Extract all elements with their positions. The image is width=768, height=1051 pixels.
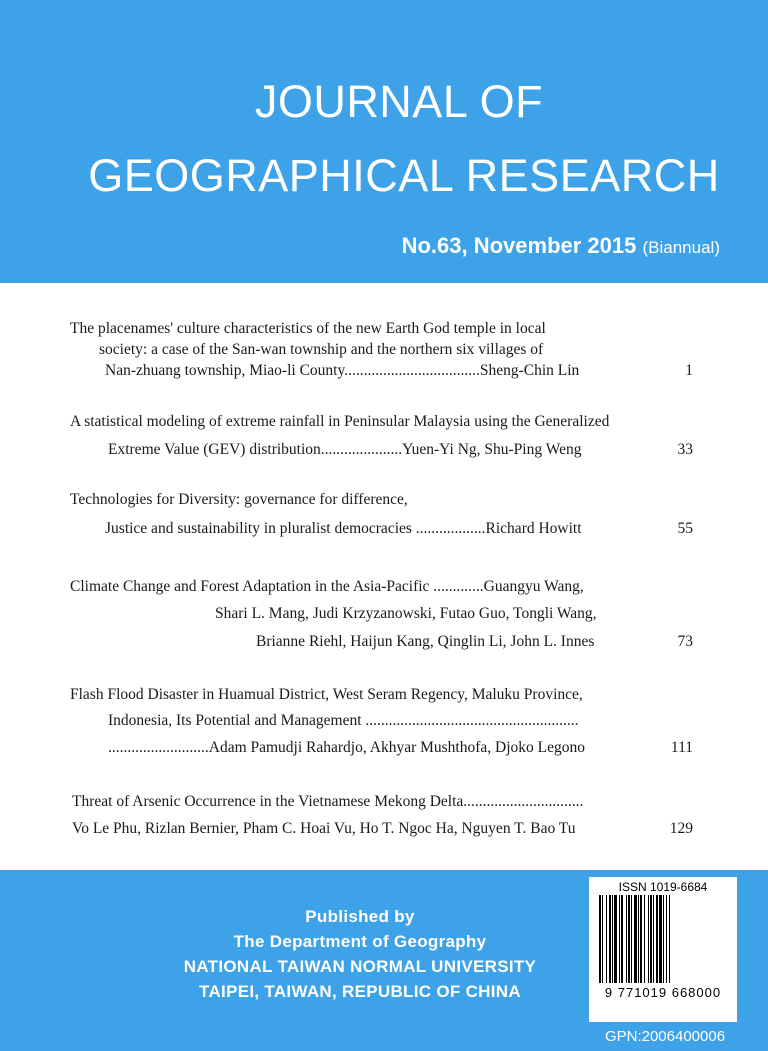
toc-entry-6-line-1: Threat of Arsenic Occurrence in the Vietnamese Mekong Delta...............................	[72, 793, 584, 810]
toc-entry-3-line-2: Justice and sustainability in pluralist democracies ..................Richard Howitt	[105, 520, 582, 537]
toc-entry-1-page: 1	[685, 362, 693, 379]
toc-entry-1-line-2: society: a case of the San-wan township and the northern six villages of	[99, 341, 544, 358]
table-of-contents	[0, 283, 768, 870]
toc-entry-5-line-2: Indonesia, Its Potential and Management .......................................................	[108, 712, 579, 729]
toc-entry-4-line-1: Climate Change and Forest Adaptation in the Asia-Pacific .............Guangyu Wang,	[70, 578, 584, 595]
toc-entry-6-page: 129	[669, 820, 693, 837]
toc-entry-1-line-3: Nan-zhuang township, Miao-li County...................................Sheng-Chin Lin	[105, 362, 580, 379]
toc-entry-4-page: 73	[677, 633, 693, 650]
toc-entry-2-line-1: A statistical modeling of extreme rainfall in Peninsular Malaysia using the Generalized	[70, 413, 610, 430]
issn-label: ISSN 1019-6684	[618, 880, 708, 894]
published-by: Published by	[305, 907, 415, 926]
journal-title-line2: GEOGRAPHICAL RESEARCH	[88, 150, 720, 201]
issue-frequency: (Biannual)	[642, 238, 720, 257]
publisher-location: TAIPEI, TAIWAN, REPUBLIC OF CHINA	[199, 982, 521, 1001]
header-band	[0, 0, 768, 283]
toc-entry-3-line-1: Technologies for Diversity: governance for difference,	[70, 491, 408, 508]
toc-entry-3-page: 55	[677, 520, 693, 537]
toc-entry-2-line-2: Extreme Value (GEV) distribution.....................Yuen-Yi Ng, Shu-Ping Weng	[108, 441, 582, 458]
toc-entry-5-line-1: Flash Flood Disaster in Huamual District, West Seram Regency, Maluku Province,	[70, 686, 583, 703]
issue-info	[402, 233, 720, 259]
toc-entry-4-line-2: Shari L. Mang, Judi Krzyzanowski, Futao Guo, Tongli Wang,	[215, 605, 597, 622]
toc-entry-1-line-1: The placenames' culture characteristics of the new Earth God temple in local	[70, 320, 546, 337]
issue-number: No.63, November 2015	[401, 233, 637, 258]
journal-title-line1: JOURNAL OF	[254, 76, 544, 127]
toc-entry-5-page: 111	[670, 739, 693, 756]
gpn-label: GPN:2006400006	[604, 1028, 726, 1045]
publisher-university: NATIONAL TAIWAN NORMAL UNIVERSITY	[183, 957, 537, 976]
toc-entry-5-line-3: ..........................Adam Pamudji Rahardjo, Akhyar Mushthofa, Djoko Legono	[108, 739, 586, 756]
toc-entry-4-line-3: Brianne Riehl, Haijun Kang, Qinglin Li, John L. Innes	[256, 633, 595, 650]
barcode-number: 9 771019 668000	[604, 985, 722, 1000]
barcode-panel	[589, 877, 737, 1022]
barcode-image	[599, 895, 727, 985]
toc-entry-2-page: 33	[677, 441, 693, 458]
toc-entry-6-line-2: Vo Le Phu, Rizlan Bernier, Pham C. Hoai Vu, Ho T. Ngoc Ha, Nguyen T. Bao Tu	[72, 820, 576, 837]
publisher-department: The Department of Geography	[233, 932, 487, 951]
